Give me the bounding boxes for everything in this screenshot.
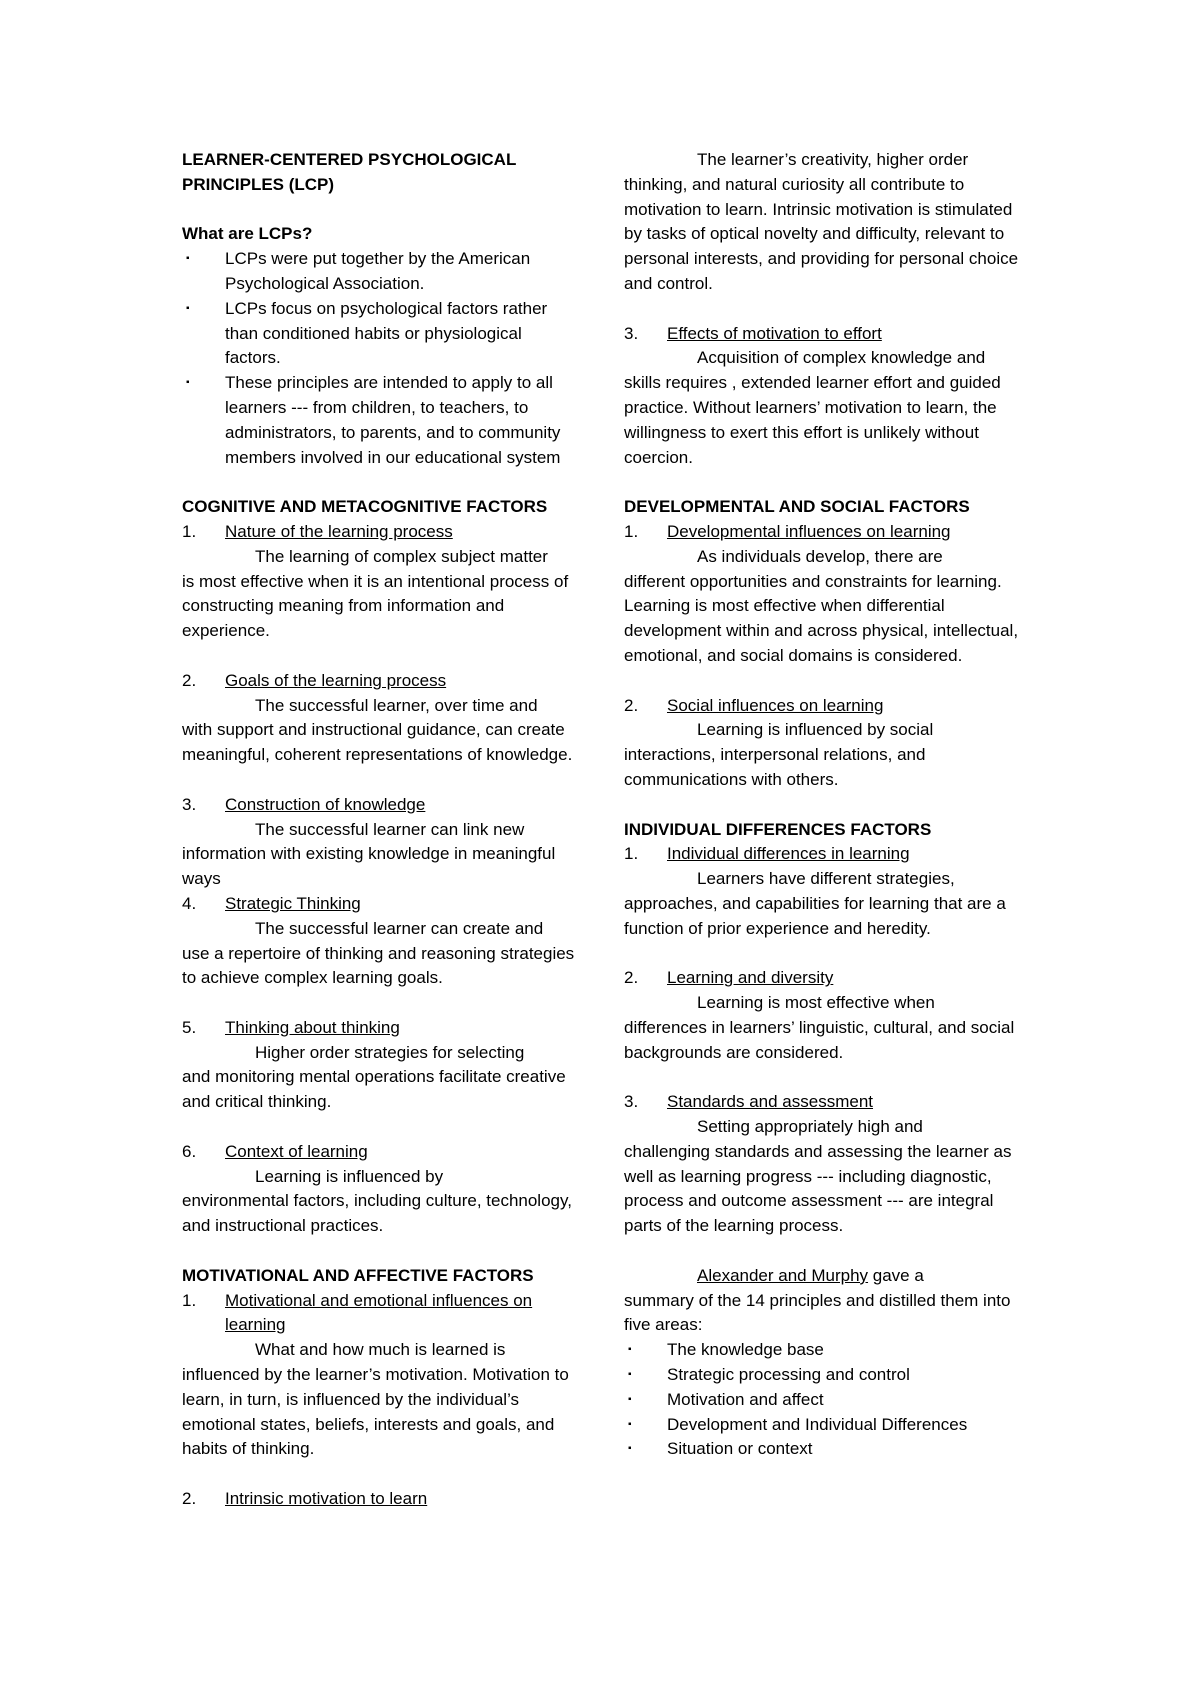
principle-item: 4. Strategic Thinking [182,893,361,913]
summary-author: Alexander and Murphy [697,1265,869,1285]
principle-title: Nature of the learning process [225,521,453,541]
principle-title: Intrinsic motivation to learn [225,1489,428,1509]
principle-lead: Acquisition of complex knowledge and [697,348,986,368]
developmental-heading: DEVELOPMENTAL AND SOCIAL FACTORS [624,497,970,517]
principle-title: Context of learning [225,1141,368,1161]
principle-title: Goals of the learning process [225,670,447,690]
principle-title: Individual differences in learning [667,844,910,864]
principle-body: skills requires , extended learner effort and guided practice. Without learners’ motivation to learn, the willingness to exert this effort is unlikely without coercion. [624,373,1001,467]
document-title-line-1: LEARNER-CENTERED PSYCHOLOGICAL [182,150,517,169]
principle-body: challenging standards and assessing the learner as well as learning progress --- including diagnostic, process and outcome assessment --- are integral parts of the learning process. [624,1141,1012,1236]
principle-lead: As individuals develop, there are [697,546,943,566]
principle-item: 5. Thinking about thinking [182,1017,400,1037]
right-column [624,148,1024,1462]
document-title-line-2: PRINCIPLES (LCP) [182,174,335,194]
principle-body: approaches, and capabilities for learning that are a function of prior experience and heredity. [624,893,1006,938]
principle-body: with support and instructional guidance, can create meaningful, coherent representations of knowledge. [182,720,573,765]
principle-item: 1. Developmental influences on learning [624,521,951,541]
principle-title: Thinking about thinking [225,1017,400,1037]
principle-lead: Learning is influenced by social [697,720,934,740]
individual-differences-heading: INDIVIDUAL DIFFERENCES FACTORS [624,819,932,839]
principle-lead: Learning is influenced by [255,1166,444,1186]
principle-item: 2. Social influences on learning [624,695,884,715]
principle-body: and monitoring mental operations facilitate creative and critical thinking. [182,1067,566,1112]
principle-lead: Learners have different strategies, [697,869,955,889]
principle-item: 1. Nature of the learning process [182,521,453,541]
what-are-lcps-heading: What are LCPs? [182,224,313,244]
left-column [182,148,582,1512]
bullet-item: ▪ These principles are intended to apply to all learners --- from children, to teachers, to administrators, to parents, and to community members involved in our educational system [182,371,582,470]
cognitive-heading: COGNITIVE AND METACOGNITIVE FACTORS [182,497,548,517]
principle-title: Social influences on learning [667,695,884,715]
principle-lead: Higher order strategies for selecting [255,1042,525,1062]
principle-item: 3. Standards and assessment [624,1092,874,1112]
principle-body: influenced by the learner’s motivation. Motivation to learn, in turn, is influenced by the individual’s emotional states, beliefs, interests and goals, and habits of thinking. [182,1365,569,1459]
principle-body: is most effective when it is an intentional process of constructing meaning from information and experience. [182,571,569,641]
bullet-item: ▪ LCPs focus on psychological factors rather than conditioned habits or physiological factors. [182,297,582,371]
area-bullet: ▪ Situation or context [624,1437,1024,1462]
principle-lead: The learner’s creativity, higher order [697,150,969,169]
principle-title: Construction of knowledge [225,794,426,814]
principle-title: Motivational and emotional influences on learning [225,1290,533,1335]
principle-body: different opportunities and constraints for learning. Learning is most effective when differential development within and across physical, intellectual, emotional, and social domains is considered. [624,571,1019,665]
principle-lead: The successful learner, over time and [255,695,538,715]
area-bullet: ▪ Strategic processing and control [624,1363,1024,1388]
principle-title: Developmental influences on learning [667,521,951,541]
summary-body: summary of the 14 principles and distilled them into five areas: [624,1290,1011,1335]
principle-item: 1. Motivational and emotional influences on learning [182,1290,533,1335]
principle-item: 1. Individual differences in learning [624,844,910,864]
principle-title: Standards and assessment [667,1092,874,1112]
principle-lead: What and how much is learned is [255,1340,506,1360]
principle-lead: The learning of complex subject matter [255,546,548,566]
principle-lead: The successful learner can link new [255,819,525,839]
principle-body: use a repertoire of thinking and reasoning strategies to achieve complex learning goals. [182,943,575,988]
motivational-heading: MOTIVATIONAL AND AFFECTIVE FACTORS [182,1265,534,1285]
bullet-item: ▪ LCPs were put together by the American Psychological Association. [182,247,582,297]
principle-item: 2. Learning and diversity [624,968,834,988]
principle-item: 3. Construction of knowledge [182,794,426,814]
principle-body: information with existing knowledge in meaningful ways [182,844,556,889]
principle-body: thinking, and natural curiosity all contribute to motivation to learn. Intrinsic motivation is stimulated by tasks of optical novelty and difficulty, relevant to personal interests, and providing for personal choice and control. [624,174,1019,293]
principle-item: 2. Goals of the learning process [182,670,447,690]
principle-lead: The successful learner can create and [255,918,544,938]
principle-title: Effects of motivation to effort [667,323,882,343]
principle-lead: Learning is most effective when [697,993,935,1013]
principle-body: environmental factors, including culture, technology, and instructional practices. [182,1191,572,1236]
principle-item: 6. Context of learning [182,1141,368,1161]
area-bullet: ▪ Motivation and affect [624,1388,1024,1413]
principle-item: 2. Intrinsic motivation to learn [182,1489,428,1509]
principle-title: Strategic Thinking [225,893,361,913]
area-bullet: ▪ Development and Individual Differences [624,1413,1024,1438]
principle-item: 3. Effects of motivation to effort [624,323,882,343]
area-bullet: ▪ The knowledge base [624,1338,1024,1363]
principle-lead: Setting appropriately high and [697,1117,923,1137]
principle-title: Learning and diversity [667,968,834,988]
principle-body: interactions, interpersonal relations, and communications with others. [624,745,926,789]
principle-body: differences in learners’ linguistic, cultural, and social backgrounds are considered. [624,1017,1015,1062]
summary-lead: Alexander and Murphy gave a [697,1265,924,1285]
